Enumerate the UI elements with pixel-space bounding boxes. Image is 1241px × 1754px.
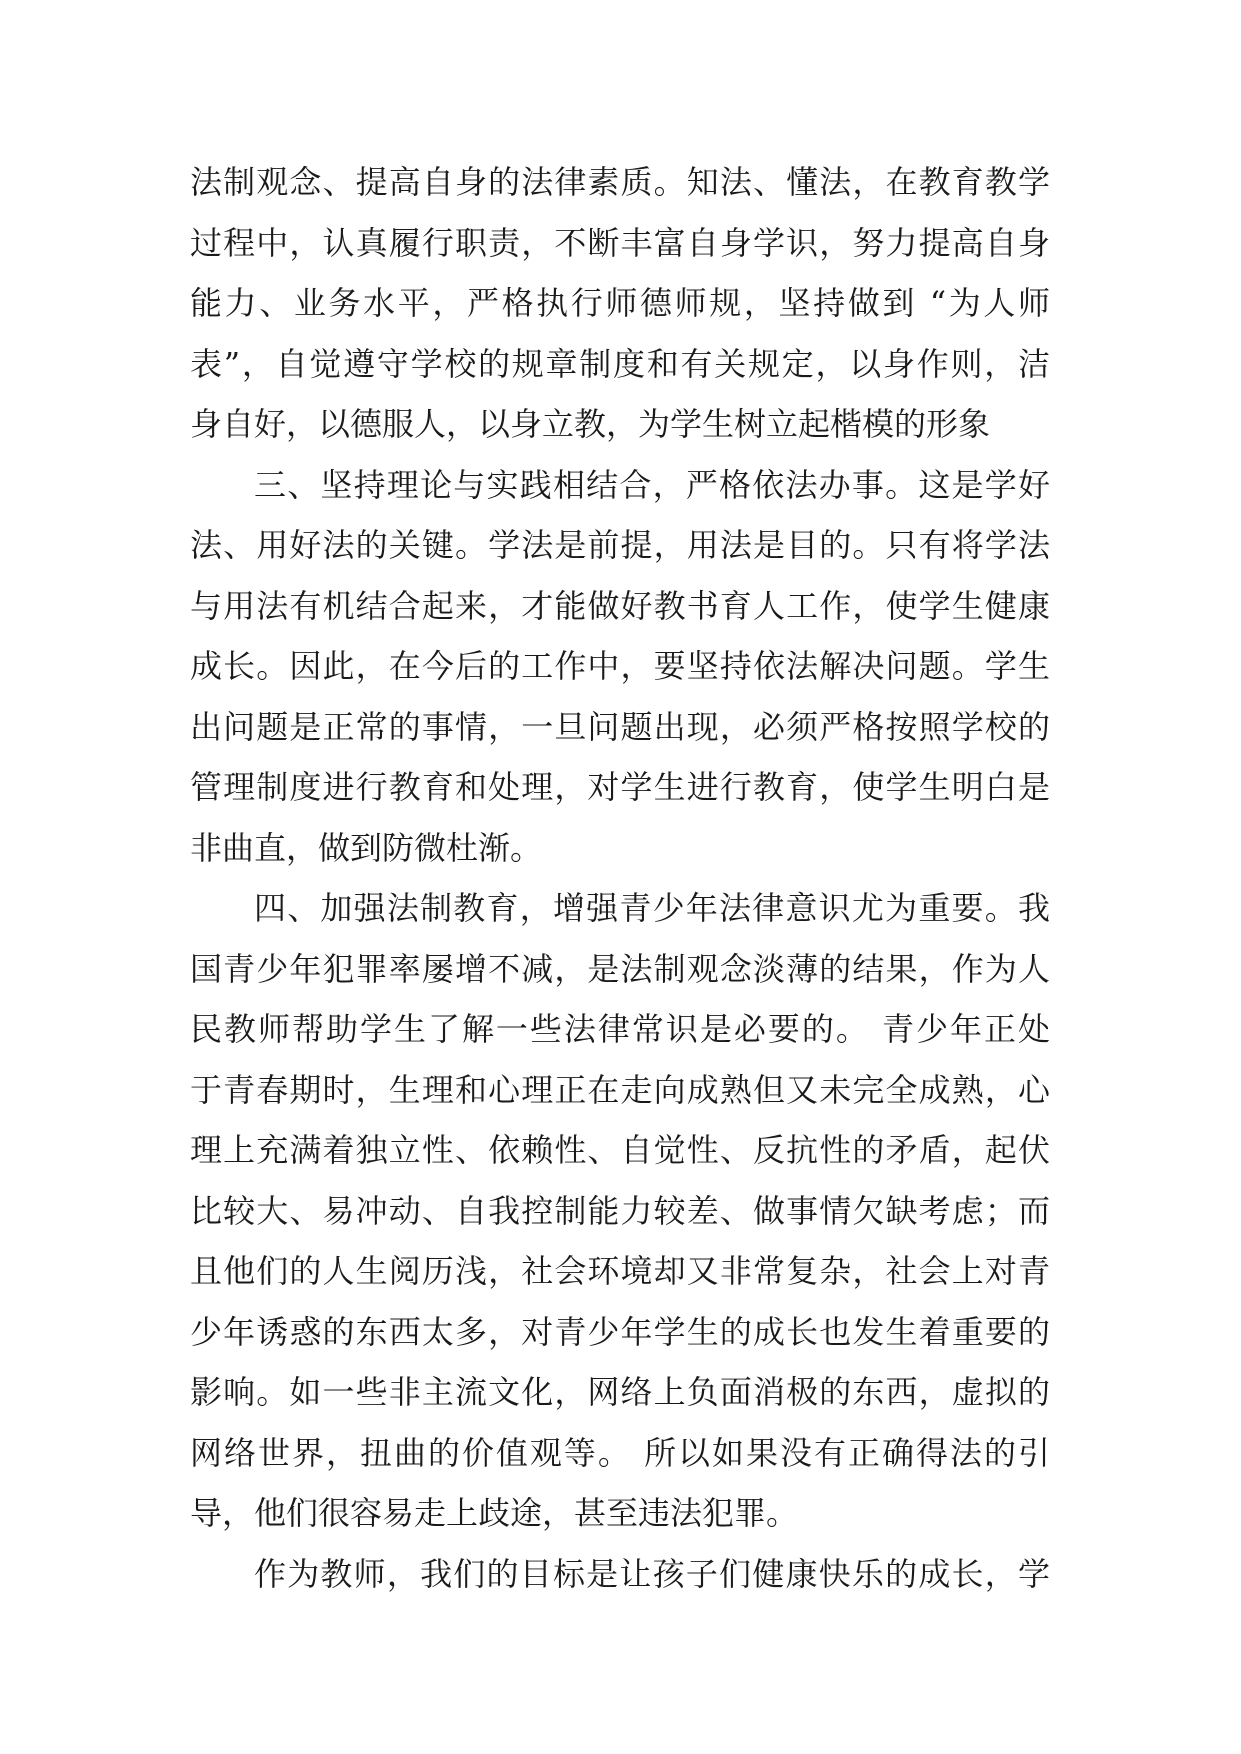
text-line: 且他们的人生阅历浅，社会环境却又非常复杂，社会上对青 [190, 1252, 1050, 1290]
paragraph-start: 作为教师，我们的目标是让孩子们健康快乐的成长，学 [254, 1554, 1050, 1593]
text-line: 成长。因此，在今后的工作中，要坚持依法解决问题。学生 [190, 647, 1050, 685]
text-line: 国青少年犯罪率屡增不减，是法制观念淡薄的结果，作为人 [190, 949, 1050, 988]
text-line: 法、用好法的关键。学法是前提，用法是目的。只有将学法 [190, 526, 1050, 564]
text-line: 过程中，认真履行职责，不断丰富自身学识，努力提高自身 [190, 223, 1050, 262]
document-body [190, 152, 1050, 1604]
text-line: 理上充满着独立性、依赖性、自觉性、反抗性的矛盾，起伏 [190, 1131, 1050, 1169]
text-line: 法制观念、提高自身的法律素质。知法、懂法，在教育教学 [190, 163, 1050, 201]
text-line: 影响。如一些非主流文化，网络上负面消极的东西，虚拟的 [190, 1373, 1050, 1411]
paragraph-heading-3: 三、坚持理论与实践相结合，严格依法办事。这是学好 [254, 465, 1050, 504]
text-line: 网络世界，扭曲的价值观等。 所以如果没有正确得法的引 [190, 1433, 1050, 1472]
text-line: 民教师帮助学生了解一些法律常识是必要的。 青少年正处 [190, 1010, 1050, 1048]
text-line: 少年诱惑的东西太多，对青少年学生的成长也发生着重要的 [190, 1312, 1050, 1351]
text-line: 身自好，以德服人，以身立教，为学生树立起楷模的形象 [190, 405, 991, 443]
text-line: 出问题是正常的事情，一旦问题出现，必须严格按照学校的 [190, 707, 1050, 746]
text-line: 非曲直，做到防微杜渐。 [190, 828, 543, 867]
text-line: 于青春期时，生理和心理正在走向成熟但又未完全成熟，心 [190, 1070, 1050, 1109]
text-line: 比较大、易冲动、自我控制能力较差、做事情欠缺考虑；而 [190, 1191, 1050, 1230]
text-line: 管理制度进行教育和处理，对学生进行教育，使学生明白是 [190, 768, 1050, 806]
text-line: 与用法有机结合起来，才能做好教书育人工作，使学生健康 [190, 586, 1050, 625]
text-line: 导，他们很容易走上歧途，甚至违法犯罪。 [190, 1494, 799, 1532]
paragraph-heading-4: 四、加强法制教育，增强青少年法律意识尤为重要。我 [254, 889, 1050, 927]
text-line: 能力、业务水平，严格执行师德师规，坚持做到 “为人师 [190, 284, 1050, 322]
text-line: 表”，自觉遵守学校的规章制度和有关规定，以身作则，洁 [190, 344, 1050, 383]
